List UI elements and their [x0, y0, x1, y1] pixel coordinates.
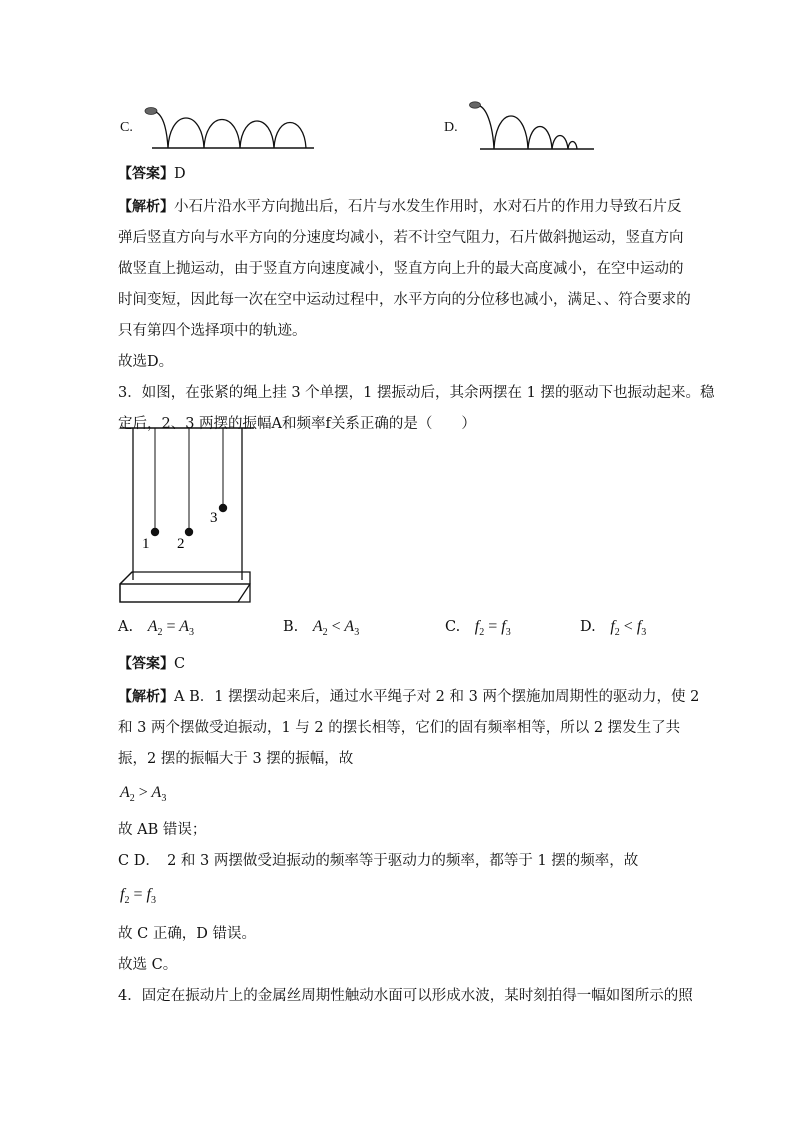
q2-analysis-line: 做竖直上抛运动，由于竖直方向速度减小，竖直方向上升的最大高度减小，在空中运动的 [118, 261, 684, 277]
q2-analysis-line [118, 197, 682, 217]
q2-analysis-line: 弹后竖直方向与水平方向的分速度均减小，若不计空气阻力，石片做斜抛运动，竖直方向 [118, 230, 684, 246]
analysis-text: 小石片沿水平方向抛出后，石片与水发生作用时，水对石片的作用力导致石片反 [174, 199, 682, 215]
q3-c-right: 故 C 正确，D 错误。 [118, 926, 257, 942]
pendulum-label-3: 3 [210, 510, 218, 526]
q3-conclusion: 故选 C。 [118, 957, 178, 973]
analysis-text: A B．1 摆摆动起来后，通过水平绳子对 2 和 3 两个摆施加周期性的驱动力，使 2 [174, 689, 700, 705]
answer-value: C [174, 656, 186, 672]
q3-option-d[interactable]: D. $f_2 < f_3$ [580, 618, 647, 639]
option-letter: C. [445, 619, 461, 635]
analysis-tag: 【解析】 [118, 199, 174, 215]
option-letter: D. [580, 619, 596, 635]
q3-stem-line: 定后，2、3 两摆的振幅A和频率f关系正确的是（ ） [118, 416, 476, 432]
formula-amplitude: $A_2 > A_3$ [120, 784, 167, 805]
formula-frequency: $f_2 = f_3$ [120, 886, 156, 907]
q2-analysis-line: 只有第四个选择项中的轨迹。 [118, 323, 307, 339]
stone-icon [470, 102, 481, 108]
q3-ab-wrong: 故 AB 错误； [118, 822, 207, 838]
option-c-label: C. [120, 120, 133, 135]
analysis-tag: 【解析】 [118, 689, 174, 705]
pendulum-figure [118, 424, 258, 604]
answer-tag: 【答案】 [118, 166, 174, 182]
q2-conclusion: 故选D。 [118, 354, 174, 370]
q2-answer [118, 164, 186, 184]
answer-value: D [174, 166, 186, 182]
q3-analysis-line: 振，2 摆的振幅大于 3 摆的振幅，故 [118, 751, 354, 767]
q3-cd-analysis: C D． 2 和 3 两摆做受迫振动的频率等于驱动力的频率，都等于 1 摆的频率，故 [118, 853, 639, 869]
stone-icon [145, 108, 157, 115]
q3-option-a[interactable]: A. $A_2 = A_3$ [118, 618, 195, 639]
q3-option-b[interactable]: B. $A_2 < A_3$ [283, 618, 360, 639]
pendulum-label-2: 2 [177, 536, 185, 552]
q3-analysis-line [118, 687, 699, 707]
q3-analysis-line: 和 3 两个摆做受迫振动，1 与 2 的摆长相等，它们的固有频率相等，所以 2 摆发生了共 [118, 720, 681, 736]
q2-analysis-line: 时间变短，因此每一次在空中运动过程中，水平方向的分位移也减小，满足、、符合要求的 [118, 292, 691, 308]
option-letter: A. [118, 619, 134, 635]
q4-stem-line: 4．固定在振动片上的金属丝周期性触动水面可以形成水波，某时刻拍得一幅如图所示的照 [118, 988, 693, 1004]
trajectory-c-figure [140, 102, 320, 152]
answer-tag: 【答案】 [118, 656, 174, 672]
option-d-label: D. [444, 120, 458, 135]
trajectory-d-figure [466, 97, 596, 153]
q3-option-c[interactable]: C. $f_2 = f_3$ [445, 618, 511, 639]
q3-stem-line: 3．如图，在张紧的绳上挂 3 个单摆，1 摆振动后，其余两摆在 1 摆的驱动下也振动起来。稳 [118, 385, 715, 401]
option-letter: B. [283, 619, 299, 635]
q3-answer [118, 654, 185, 674]
pendulum-label-1: 1 [142, 536, 150, 552]
